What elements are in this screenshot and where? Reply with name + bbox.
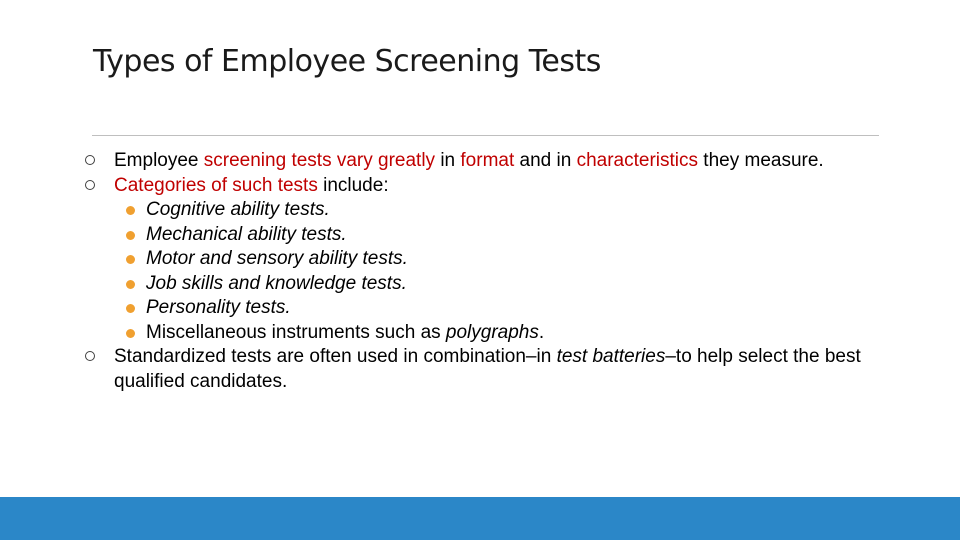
sub-bullet-text: Job skills and knowledge tests.: [146, 272, 407, 294]
bullet-item-1: [85, 149, 885, 174]
dot-bullet-icon: [126, 329, 135, 338]
circle-bullet-icon: [85, 351, 95, 361]
sub-bullet-item: [85, 296, 885, 321]
dot-bullet-icon: [126, 255, 135, 264]
footer-bar: [0, 497, 960, 540]
bullet-item-2: [85, 174, 885, 199]
sub-bullet-text: Personality tests.: [146, 297, 291, 318]
highlight-text: format: [460, 150, 515, 171]
text: –to help select the best qualified candidates.: [114, 346, 861, 392]
sub-bullet-item: [85, 198, 885, 223]
dot-bullet-icon: [126, 206, 135, 215]
sub-bullet-item: [85, 247, 885, 272]
highlight-text: screening tests vary greatly: [203, 150, 436, 171]
highlight-text: characteristics: [576, 150, 699, 171]
bullet-list: [85, 149, 885, 394]
dot-bullet-icon: [126, 304, 135, 313]
circle-bullet-icon: [85, 155, 95, 165]
text: in: [435, 150, 461, 171]
text: include:: [317, 174, 389, 196]
sub-bullet-text: Miscellaneous instruments such as: [146, 321, 446, 343]
text: they measure.: [698, 150, 824, 171]
sub-bullet-item: [85, 223, 885, 248]
slide-title: Types of Employee Screening Tests: [93, 44, 601, 79]
text: and in: [514, 150, 577, 171]
sub-bullet-text: polygraphs: [445, 321, 539, 343]
sub-bullet-text: Motor and sensory ability tests.: [146, 248, 408, 269]
bullet-item-3: [85, 345, 885, 394]
text: Employee: [114, 150, 204, 171]
circle-bullet-icon: [85, 180, 95, 190]
sub-bullet-item: [85, 272, 885, 297]
italic-text: test batteries: [556, 346, 666, 367]
dot-bullet-icon: [126, 280, 135, 289]
sub-bullet-text: Cognitive ability tests.: [146, 199, 330, 220]
highlight-text: Categories of such tests: [114, 174, 318, 196]
sub-bullet-text: Mechanical ability tests.: [146, 223, 347, 245]
sub-bullet-text: .: [538, 321, 545, 343]
sub-bullet-item: [85, 321, 885, 346]
dot-bullet-icon: [126, 231, 135, 240]
text: Standardized tests are often used in combination–in: [114, 346, 557, 367]
title-divider: [92, 135, 879, 136]
